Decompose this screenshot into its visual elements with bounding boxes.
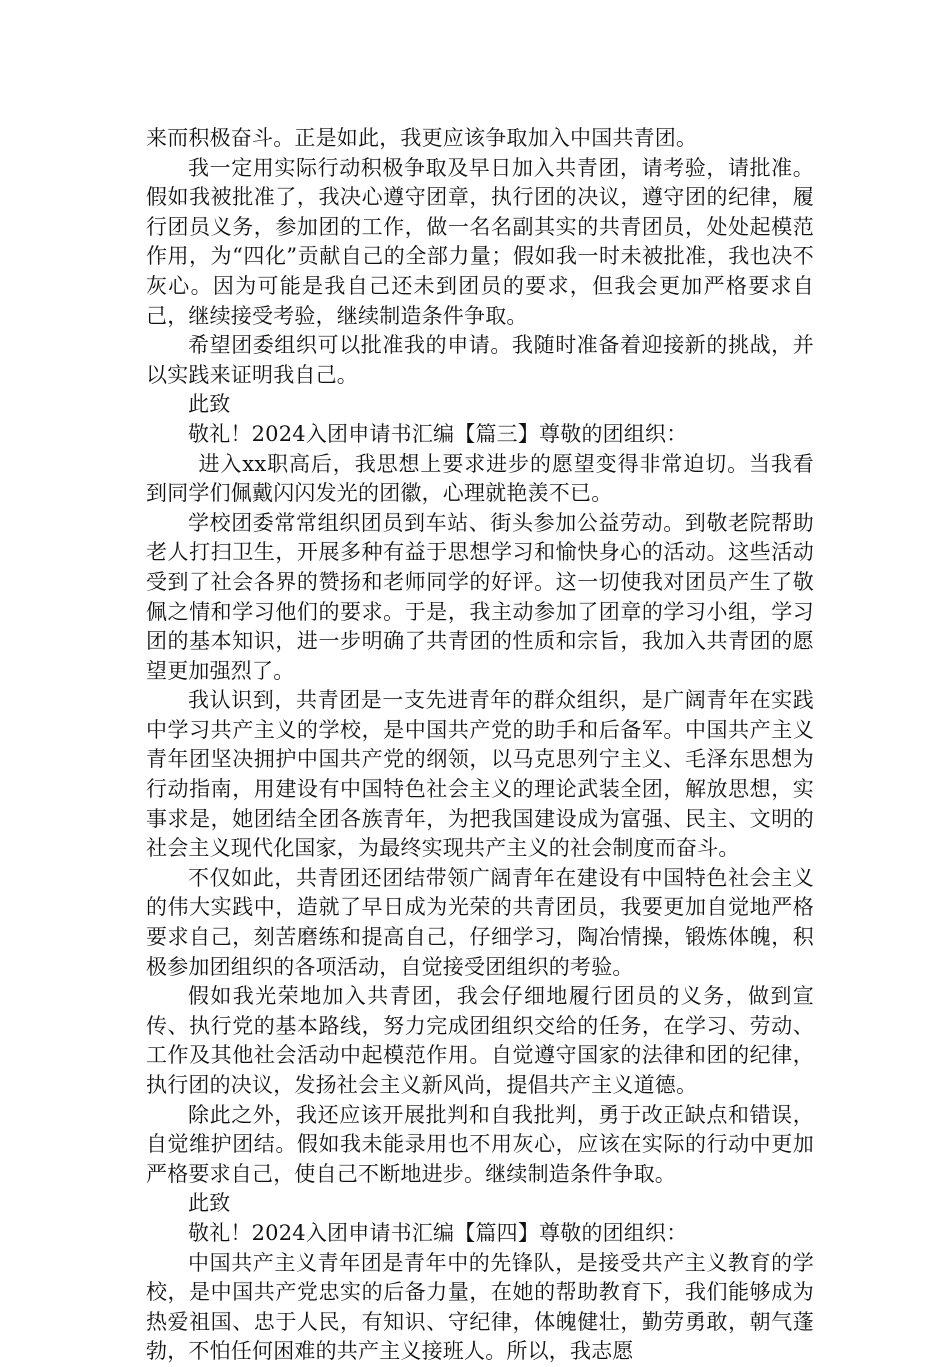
paragraph-understanding: 我认识到，共青团是一支先进青年的群众组织，是广阔青年在实践中学习共产主义的学校，是中国共产党的助手和后备军。中国共产主义青年团坚决拥护中国共产党的纲领，以马克思列宁主义、毛泽东思想为行动指南，用建设有中国特色社会主义的理论武装全团，解放思想，实事求是，她团结全团各族青年，为把我国建设成为富强、民主、文明的社会主义现代化国家，为最终实现共产主义的社会制度而奋斗。 [146, 688, 814, 861]
paragraph-hope: 希望团委组织可以批准我的申请。我随时准备着迎接新的挑战，并以实践来证明我自己。 [146, 333, 814, 387]
closing-cizhi: 此致 [188, 392, 231, 417]
paragraph-activities: 学校团委常常组织团员到车站、街头参加公益劳动。到敬老院帮助老人打扫卫生，开展多种有益于思想学习和愉快身心的活动。这些活动受到了社会各界的赞扬和老师同学的好评。这一切使我对团员产生了敬佩之情和学习他们的要求。于是，我主动参加了团章的学习小组，学习团的基本知识，进一步明确了共青团的性质和宗旨，我加入共青团的愿望更加强烈了。 [146, 510, 814, 683]
salutation-section-four: 敬礼！2024入团申请书汇编【篇四】尊敬的团组织： [188, 1220, 688, 1245]
paragraph-league-vanguard: 中国共产主义青年团是青年中的先锋队，是接受共产主义教育的学校，是中国共产党忠实的后备力量，在她的帮助教育下，我们能够成为热爱祖国、忠于人民，有知识、守纪律，体魄健壮，勤劳勇敢，朝气蓬勃，不怕任何困难的共产主义接班人。所以，我志愿 [146, 1250, 814, 1364]
closing-cizhi-2: 此致 [188, 1191, 231, 1216]
paragraph-entering-school: 进入xx职高后，我思想上要求进步的愿望变得非常迫切。当我看到同学们佩戴闪闪发光的团徽，心理就艳羡不已。 [146, 451, 814, 506]
document-body [146, 124, 814, 1367]
paragraph-if-joined: 假如我光荣地加入共青团，我会仔细地履行团员的义务，做到宣传、执行党的基本路线，努力完成团组织交给的任务，在学习、劳动、工作及其他社会活动中起模范作用。自觉遵守国家的法律和团的纪律，执行团的决议，发扬社会主义新风尚，提倡共产主义道德。 [146, 984, 814, 1097]
paragraph-continuation: 来而积极奋斗。正是如此，我更应该争取加入中国共青团。 [146, 126, 698, 150]
paragraph-not-only: 不仅如此，共青团还团结带领广阔青年在建设有中国特色社会主义的伟大实践中，造就了早日成为光荣的共青团员，我要更加自觉地严格要求自己，刻苦磨练和提高自己，仔细学习，陶冶情操，锻炼体魄，积极参加团组织的各项活动，自觉接受团组织的考验。 [146, 865, 814, 979]
paragraph-self-criticism: 除此之外，我还应该开展批判和自我批判，勇于改正缺点和错误，自觉维护团结。假如我未能录用也不用灰心，应该在实际的行动中更加严格要求自己，使自己不断地进步。继续制造条件争取。 [146, 1102, 814, 1186]
paragraph-commitment: 我一定用实际行动积极争取及早日加入共青团，请考验，请批准。假如我被批准了，我决心遵守团章，执行团的决议，遵守团的纪律，履行团员义务，参加团的工作，做一名名副其实的共青团员，处处起模范作用，为“四化”贡献自己的全部力量；假如我一时未被批准，我也决不灰心。因为可能是我自己还未到团员的要求，但我会更加严格要求自己，继续接受考验，继续制造条件争取。 [146, 155, 814, 328]
salutation-section-three: 敬礼！2024入团申请书汇编【篇三】尊敬的团组织： [188, 421, 688, 446]
